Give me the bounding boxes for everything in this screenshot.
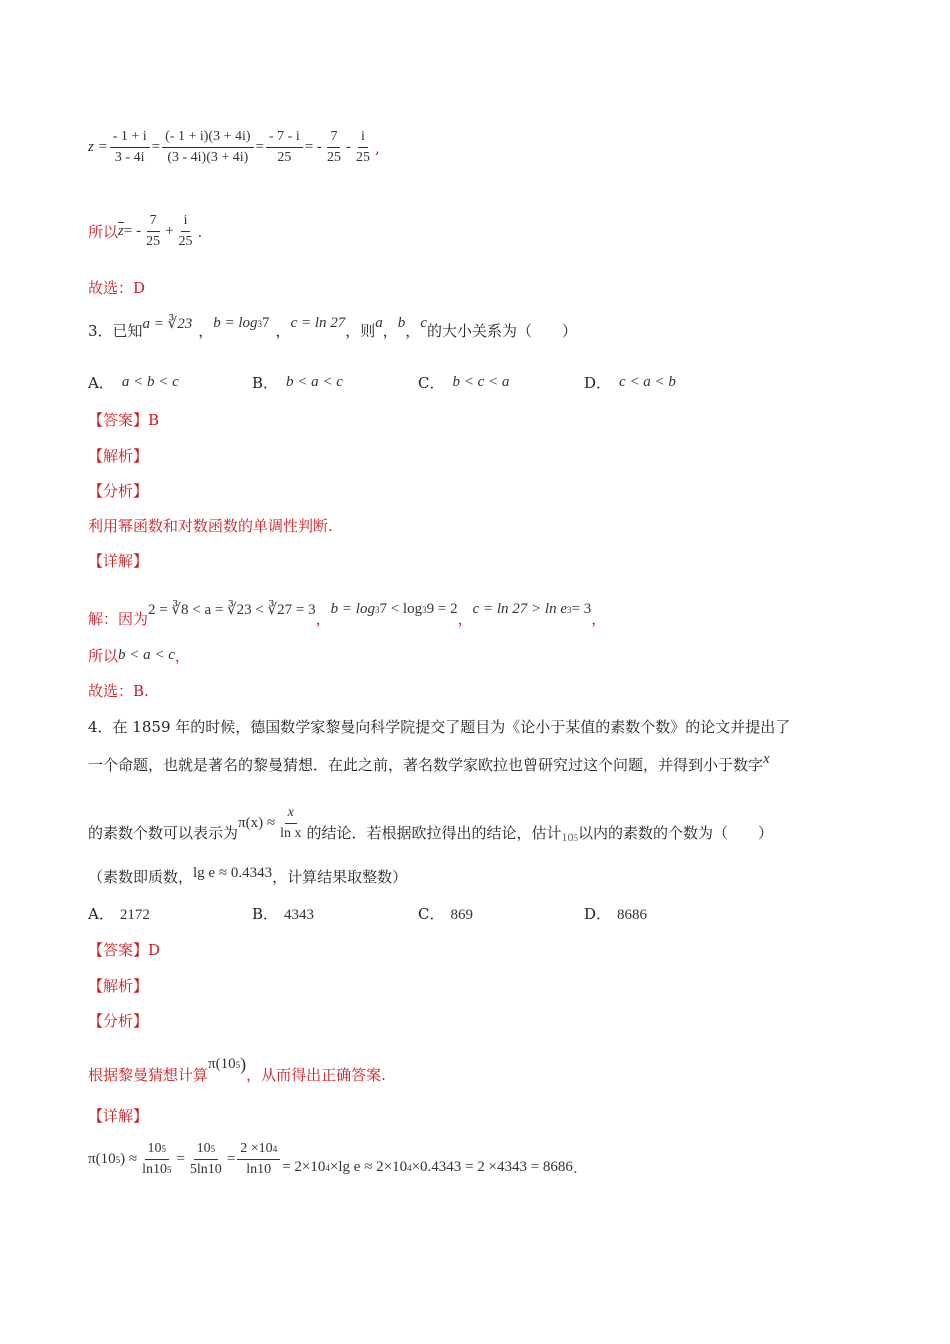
z-eq: z = bbox=[88, 139, 108, 155]
conjugate-line: 所以 $\overline{z}$ = - $\frac{7}{25}$ + $\frac{i}{25}$ . bbox=[88, 213, 203, 249]
q4-fenxi-text: 根据黎曼猜想计算 π(10 5 ) ，从而得出正确答案. bbox=[88, 1054, 386, 1084]
fraction: $\frac{i}{25}$ bbox=[355, 129, 370, 165]
fraction: 2 ×10 4 ln10 bbox=[237, 1140, 280, 1179]
intro-choose: 故选：D bbox=[88, 279, 146, 297]
fraction: $\frac{7}{25}$ bbox=[146, 213, 161, 249]
q3-option-d[interactable]: D． c < a < b bbox=[584, 374, 676, 392]
q3-so: 所以 b < a < c ， bbox=[88, 647, 190, 665]
q3-solution: 解：因为 2 = ∛8 < a = ∛23 < ∛27 = 3 ， b = log 3 7 < log 3 9 = 2 ， c = ln 27 > ln e 3 = 3 ， bbox=[88, 601, 607, 628]
q3-option-a[interactable]: A． a < b < c bbox=[88, 374, 179, 392]
q3-fenxi-text: 利用幂函数和对数函数的单调性判断. bbox=[88, 517, 333, 535]
q4-option-a[interactable]: A． 2172 bbox=[88, 905, 150, 923]
q4-answer: 【答案】D bbox=[88, 941, 161, 959]
q4-jiexi: 【解析】 bbox=[88, 977, 149, 995]
fraction: $\frac{- 7 - i}{25}$ bbox=[266, 128, 303, 167]
fraction: $\frac{7}{25}$ bbox=[326, 129, 341, 165]
q4-fenxi: 【分析】 bbox=[88, 1012, 149, 1030]
q4-derivation: π(10 5 ) ≈ 10 5 ln10 5 = 10 5 5ln10 = 2 ×10 4 ln10 = 2×10 4 ×lg e ≈ 2×10 4 ×0.4343 = 2 ×4343 = 8686 . bbox=[88, 1141, 578, 1177]
q4-xiangjie: 【详解】 bbox=[88, 1107, 149, 1125]
z-bar: $\overline{z}$ bbox=[118, 223, 124, 239]
q3-xiangjie: 【详解】 bbox=[88, 552, 149, 570]
q4-stem-1: 4．在 1859 年的时候，德国数学家黎曼向科学院提交了题目为《论小于某值的素数个数》的论文并提出了 bbox=[88, 718, 791, 736]
q3-option-b[interactable]: B． b < a < c bbox=[252, 374, 343, 392]
fraction: $\frac{- 1 + i}{3 - 4i}$ bbox=[110, 128, 150, 167]
q4-option-c[interactable]: C． 869 bbox=[418, 905, 473, 923]
q4-option-d[interactable]: D． 8686 bbox=[584, 905, 648, 923]
q4-stem-4: （素数即质数， lg e ≈ 0.4343 ，计算结果取整数） bbox=[88, 865, 408, 886]
q3-stem: 3．已知 a = ∛23 ， b = log 3 7 ， c = ln 27 ，则 a ， b ， c 的大小关系为（ ） bbox=[88, 315, 577, 340]
fraction: $\frac{x}{\text{ln x}}$ bbox=[280, 805, 302, 841]
q3-answer: 【答案】B bbox=[88, 411, 160, 429]
q3-jiexi: 【解析】 bbox=[88, 447, 149, 465]
fraction: $\frac{(- 1 + i)(3 + 4i)}{(3 - 4i)(3 + 4i)}$ bbox=[162, 128, 253, 167]
fraction: 10 5 ln10 5 bbox=[142, 1141, 172, 1177]
z-derivation: z = $\frac{- 1 + i}{3 - 4i}$ = $\frac{(- 1 + i)(3 + 4i)}{(3 - 4i)(3 + 4i)}$ = $\frac{- 7 - i}{25}$ = - $\frac{7}{25}$ - $\frac{i}{25}$ , bbox=[88, 129, 380, 165]
fraction: $\frac{i}{25}$ bbox=[178, 213, 193, 249]
q4-stem-2: 一个命题，也就是著名的黎曼猜想．在此之前，著名数学家欧拉也曾研究过这个问题，并得到小于数字 x bbox=[88, 751, 770, 774]
q3-fenxi: 【分析】 bbox=[88, 482, 149, 500]
q3-option-c[interactable]: C． b < c < a bbox=[418, 374, 510, 392]
q4-option-b[interactable]: B． 4343 bbox=[252, 905, 315, 923]
q3-choose: 故选：B. bbox=[88, 682, 149, 700]
fraction: 10 5 5ln10 bbox=[189, 1141, 222, 1177]
q4-stem-3: 的素数个数可以表示为 π(x) ≈ $\frac{x}{\text{ln x}}$ 的结论．若根据欧拉得出的结论，估计 10 5 以内的素数的个数为（ ） bbox=[88, 805, 773, 844]
